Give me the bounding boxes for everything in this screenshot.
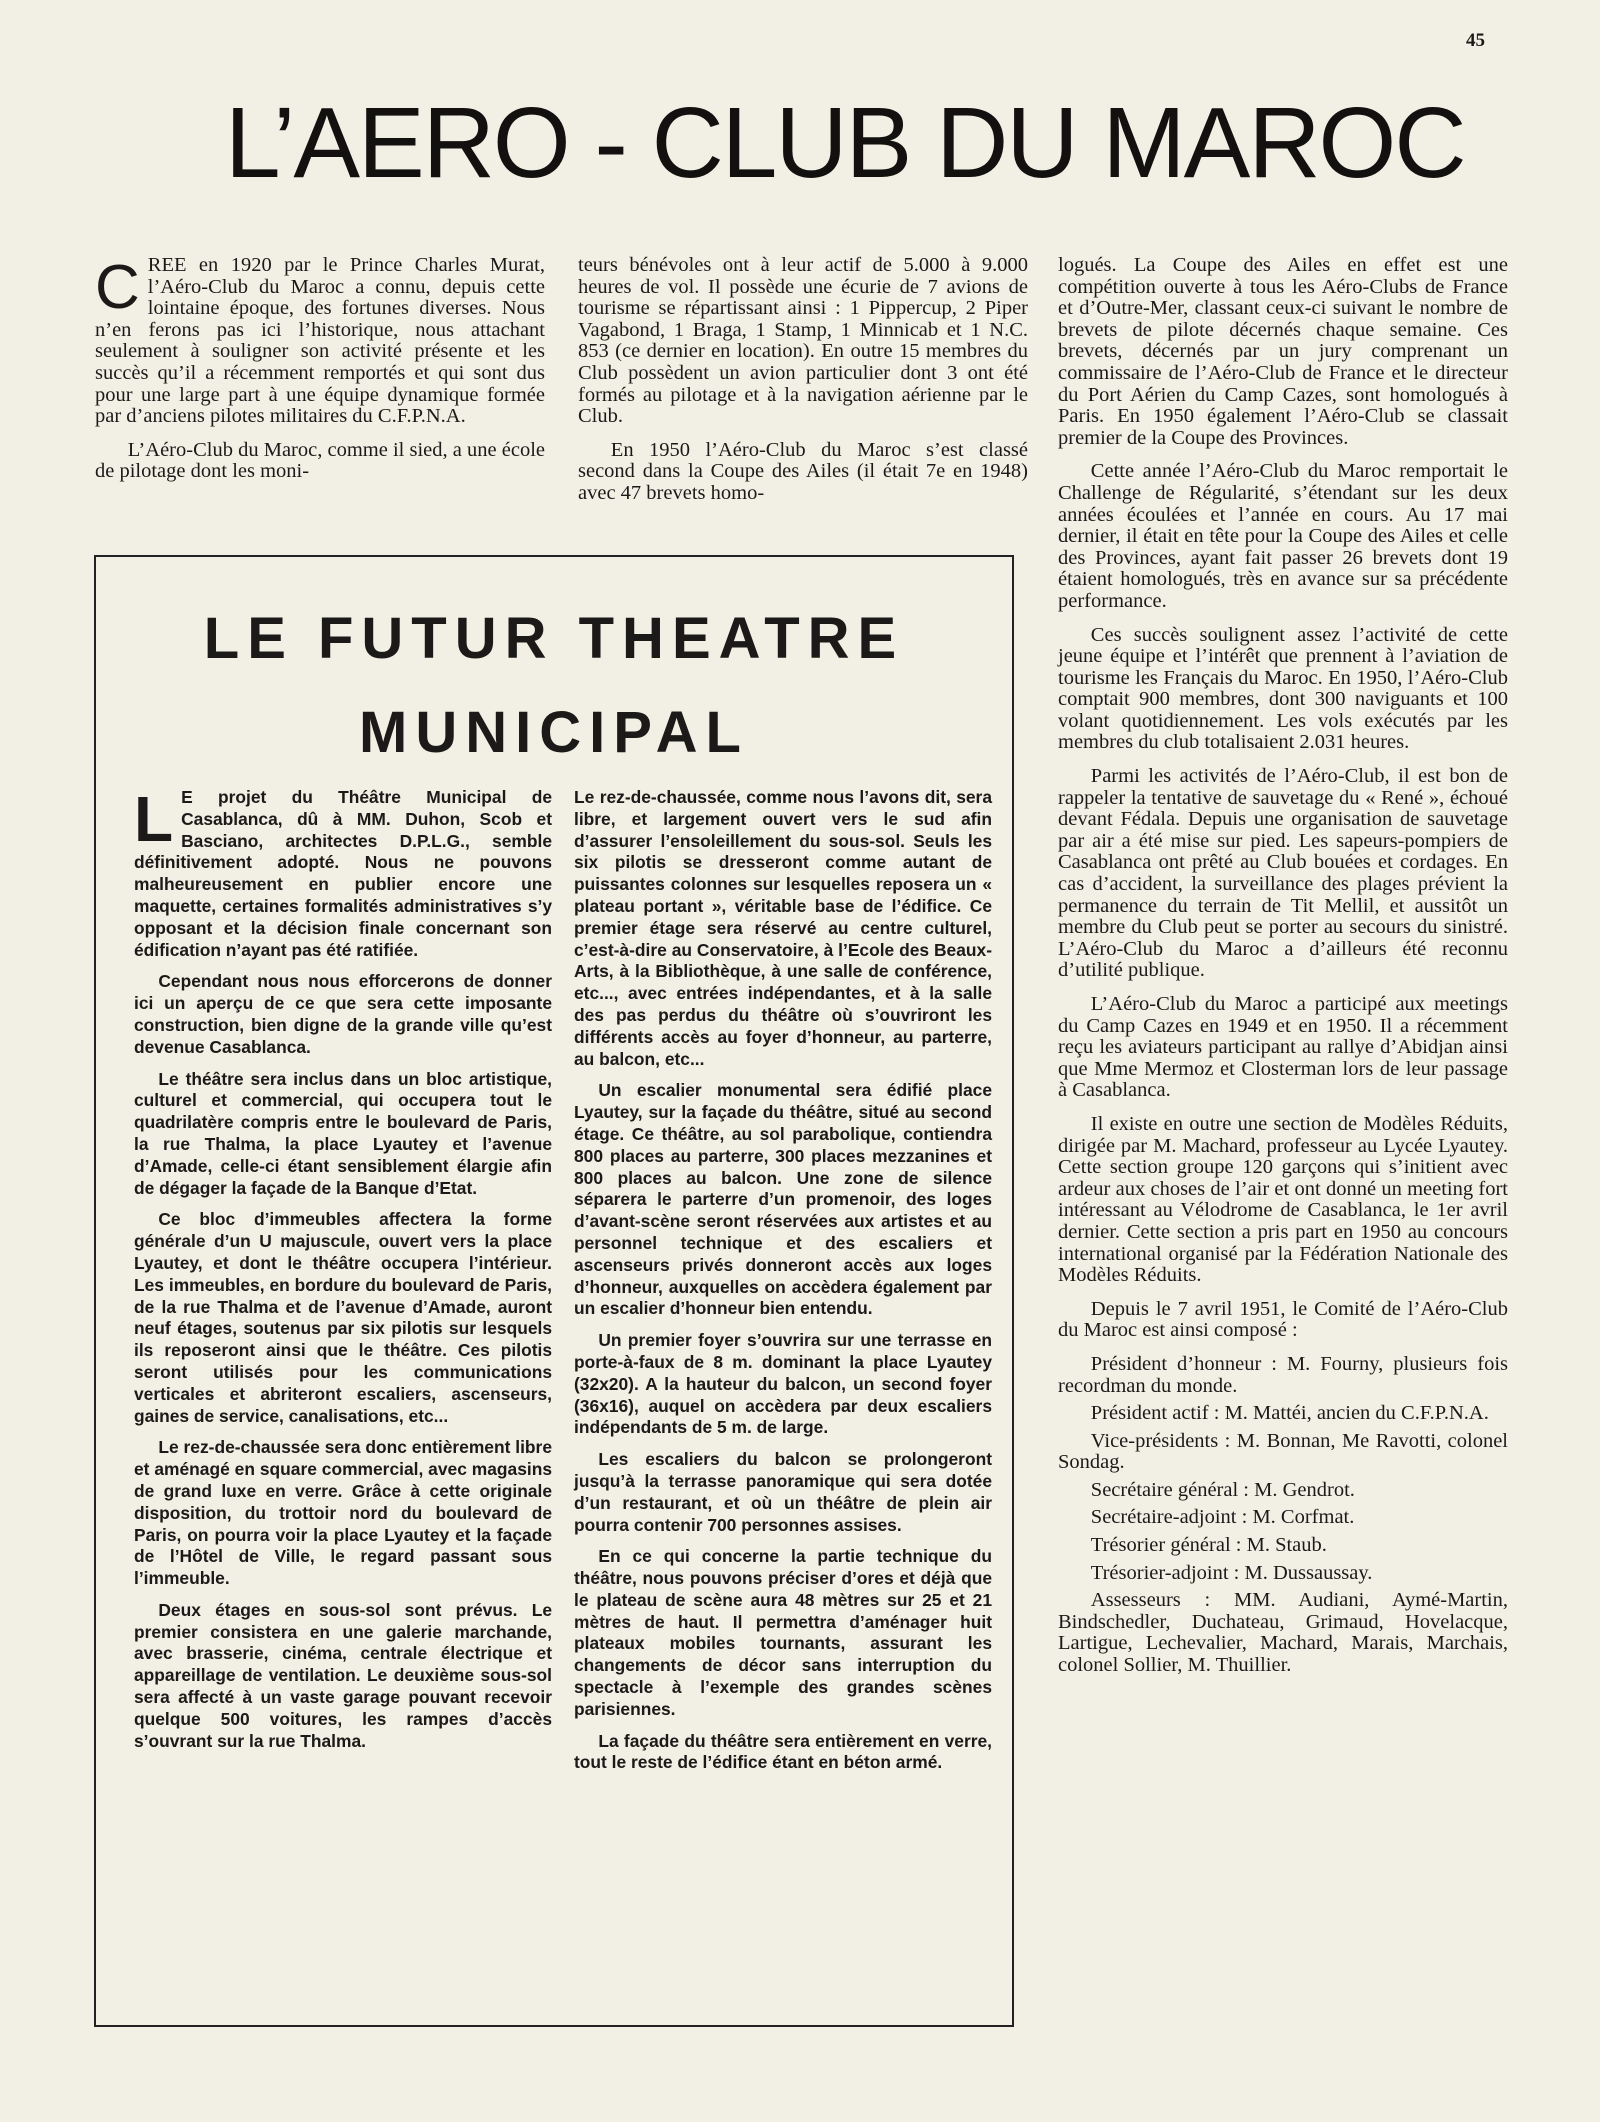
article-column-2 xyxy=(578,255,1028,517)
theatre-paragraph: Les escaliers du balcon se prolongeront jusqu’à la terrasse panoramique qui sera dotée d’un restaurant, et où un théâtre de plein air pourra contenir 700 personnes assises. xyxy=(574,1449,992,1535)
theatre-title-line2: MUNICIPAL xyxy=(359,700,749,765)
committee-member: Président d’honneur : M. Fourny, plusieurs fois recordman du monde. xyxy=(1058,1352,1508,1397)
committee-member: Assesseurs : MM. Audiani, Aymé-Martin, Bindschedler, Duchateau, Grimaud, Hovelacque, Lartigue, Lechevalier, Machard, Marais, Marchais, colonel Sollier, M. Thuillier. xyxy=(1058,1589,1508,1677)
committee-member: Vice-présidents : M. Bonnan, Me Ravotti, colonel Sondag. xyxy=(1058,1429,1508,1474)
theatre-paragraph: En ce qui concerne la partie technique du théâtre, nous pouvons préciser d’ores et déjà que le plateau de scène aura 48 mètres sur 25 et 21 mètres de haut. Il permettra d’aménager huit plateaux mobiles tournants, assurant les changements de décor sans interruption du spectacle à l’exemple des grandes scènes parisiennes. xyxy=(574,1546,992,1719)
article-paragraph: logués. La Coupe des Ailes en effet est une compétition ouverte à tous les Aéro-Clubs de France et d’Outre-Mer, classant ceux-ci suivant le nombre de brevets de pilote décernés chaque semaine. Ces brevets, décernés par un jury comprenant un commissaire de l’Aéro-Club de France et le directeur du Port Aérien du Camp Cazes, sont homologués à Paris. En 1950 également l’Aéro-Club se classait premier de la Coupe des Provinces. xyxy=(1058,254,1508,449)
theatre-title-line1: LE FUTUR THEATRE xyxy=(203,606,905,671)
theatre-paragraph: L E projet du Théâtre Municipal de Casablanca, dû à MM. Duhon, Scob et Basciano, architectes D.P.L.G., semble définitivement adopté. Nous ne pouvons malheureusement en publier encore une maquette, certaines formalités administratives s’y opposant et la décision finale concernant son édification n’ayant pas été ratifiée. xyxy=(134,783,552,960)
committee-member: Secrétaire-adjoint : M. Corfmat. xyxy=(1090,1506,1355,1529)
article-paragraph: En 1950 l’Aéro-Club du Maroc s’est classé second dans la Coupe des Ailes (il était 7e en 1948) avec 47 brevets homo- xyxy=(578,438,1028,504)
article-paragraph: L’Aéro-Club du Maroc a participé aux meetings du Camp Cazes en 1949 et en 1950. Il a récemment reçu les aviateurs participant au rallye d’Abidjan ainsi que Mme Mermoz et Closterman lors de leur passage à Casablanca. xyxy=(1058,993,1508,1102)
article-paragraph: Parmi les activités de l’Aéro-Club, il est bon de rappeler la tentative de sauvetage du « René », échoué devant Fédala. Depuis une organisation de sauvetage par air a été mise sur pied. Les sapeurs-pompiers de Casablanca ont prêté au Club bouées et cordages. En cas d’accident, la surveillance des plages prévient la permanence du terrain de Tit Mellil, et aussitôt un membre du Club peut se porter au secours du sinistré. L’Aéro-Club du Maroc a d’ailleurs été reconnu d’utilité publique. xyxy=(1058,765,1508,982)
committee-member: Trésorier-adjoint : M. Dussaussay. xyxy=(1090,1561,1373,1584)
article-paragraph: Il existe en outre une section de Modèles Réduits, dirigée par M. Machard, professeur au Lycée Lyautey. Cette section groupe 120 garçons qui s’initient avec ardeur aux choses de l’air et ont donné un meeting fort intéressant au Vélodrome de Casablanca, le 1er avril dernier. Cette section a pris part en 1950 au concours international organisé par la Fédération Nationale des Modèles Réduits. xyxy=(1058,1112,1508,1287)
committee-list xyxy=(1058,1354,1508,1677)
theatre-paragraph: Cependant nous nous efforcerons de donner ici un aperçu de ce que sera cette imposante construction, bien digne de la grande ville qu’est devenue Casablanca. xyxy=(134,971,552,1057)
article-paragraph: Cette année l’Aéro-Club du Maroc remportait le Challenge de Régularité, s’étendant sur les deux années écoulées et l’année en cours. Au 17 mai dernier, il était en tête pour la Coupe des Ailes et celle des Provinces, ayant fait passer 26 brevets dont 19 étaient homologués, très en avance sur sa précédente performance. xyxy=(1058,460,1508,612)
theatre-paragraph: Le rez-de-chaussée, comme nous l’avons dit, sera libre, et largement ouvert vers le sud afin d’assurer l’ensoleillement du sous-sol. Seuls les six pilotis se dresseront comme autant de puissantes colonnes sur lesquelles reposera un « plateau portant », véritable base de l’édifice. Ce premier étage sera réservé au centre culturel, c’est-à-dire au Conservatoire, à l’Ecole des Beaux-Arts, à la Bibliothèque, à une salle de conférence, etc..., avec entrées indépendantes, et à la salle des pas perdus du théâtre où s’ouvriront les différents accès au foyer d’honneur, au parterre, au balcon, etc... xyxy=(574,787,992,1069)
theatre-paragraph: Le rez-de-chaussée sera donc entièrement libre et aménagé en square commercial, avec magasins de grand luxe en verre. Grâce à cette originale disposition, du trottoir nord du boulevard de Paris, on pourra voir la place Lyautey et la façade de l’Hôtel de Ville, le regard passant sous l’immeuble. xyxy=(134,1437,552,1589)
dropcap-c: C xyxy=(95,253,140,322)
theatre-paragraph: Deux étages en sous-sol sont prévus. Le premier consistera en une galerie marchande, avec brasserie, cinéma, centrale électrique et appareillage de ventilation. Le deuxième sous-sol sera affecté à un vaste garage pouvant recevoir quelque 500 voitures, les rampes d’accès s’ouvrant sur la rue Thalma. xyxy=(134,1599,552,1751)
theatre-paragraph: Un premier foyer s’ouvrira sur une terrasse en porte-à-faux de 8 m. dominant la place Lyautey (32x20). A la hauteur du balcon, un second foyer (36x16), auquel on accèdera par deux escaliers indépendants de 5 m. de large. xyxy=(574,1330,992,1438)
dropcap-l: L xyxy=(134,783,174,855)
article-paragraph: Ces succès soulignent assez l’activité de cette jeune équipe et l’intérêt que prennent à l’aviation de tourisme les Français du Maroc. En 1950, l’Aéro-Club comptait 900 membres, dont 300 naviguants et 100 volant quotidiennement. Les vols exécutés par les membres du club totalisaient 2.031 heures. xyxy=(1058,623,1508,754)
article-paragraph: L’Aéro-Club du Maroc, comme il sied, a une école de pilotage dont les moni- xyxy=(95,438,545,483)
page-title: L’AERO - CLUB DU MAROC xyxy=(225,87,1465,199)
theatre-article-box xyxy=(94,555,1014,2027)
article-column-3 xyxy=(1058,255,1508,1683)
theatre-paragraph: La façade du théâtre sera entièrement en verre, tout le reste de l’édifice étant en béton armé. xyxy=(574,1730,992,1773)
theatre-title xyxy=(96,592,1012,780)
committee-member: Trésorier général : M. Staub. xyxy=(1090,1534,1327,1557)
committee-member: Secrétaire général : M. Gendrot. xyxy=(1090,1478,1355,1501)
article-paragraph: Depuis le 7 avril 1951, le Comité de l’Aéro-Club du Maroc est ainsi composé : xyxy=(1058,1297,1508,1342)
article-paragraph: teurs bénévoles ont à leur actif de 5.000 à 9.000 heures de vol. Il possède une écurie de 7 avions de tourisme se répartissant ainsi : 1 Pippercup, 2 Piper Vagabond, 1 Braga, 1 Stamp, 1 Minnicab et 1 N.C. 853 (ce dernier en location). En outre 15 membres du Club possèdent un avion particulier dont 3 ont été formés au pilotage et à la navigation aérienne par le Club. xyxy=(578,254,1028,428)
theatre-column-1 xyxy=(134,783,552,1762)
article-column-1 xyxy=(95,255,545,495)
theatre-paragraph: Le théâtre sera inclus dans un bloc artistique, culturel et commercial, qui occupera tout le quadrilatère compris entre le boulevard de Paris, la rue Thalma, la place Lyautey et l’avenue d’Amade, celle-ci étant sensiblement élargie afin de dégager la façade de la Banque d’Etat. xyxy=(134,1068,552,1198)
theatre-column-2 xyxy=(574,787,992,1784)
theatre-paragraph: Un escalier monumental sera édifié place Lyautey, sur la façade du théâtre, situé au second étage. Ce théâtre, au sol parabolique, contiendra 800 places au parterre, 300 places mezzanines et 800 places au balcon. Une zone de silence séparera le parterre d’un promenoir, des loges d’avant-scène seront réservées aux artistes et au personnel technique et des escaliers et ascenseurs privés donneront accès aux loges d’honneur, auxquelles on accèdera également par un escalier d’honneur bien entendu. xyxy=(574,1080,992,1319)
page-number: 45 xyxy=(1466,30,1485,51)
committee-member: Président actif : M. Mattéi, ancien du C.F.P.N.A. xyxy=(1090,1402,1489,1425)
theatre-paragraph: Ce bloc d’immeubles affectera la forme générale d’un U majuscule, ouvert vers la place Lyautey, et dont le théâtre occupera l’intérieur. Les immeubles, en bordure du boulevard de Paris, de la rue Thalma et de l’avenue d’Amade, auront neuf étages, soutenus par six pilotis sur lesquels ils reposeront ainsi que le théâtre. Ces pilotis seront utilisés pour les communications verticales et abriteront escaliers, ascenseurs, gaines de service, canalisations, etc... xyxy=(134,1209,552,1426)
article-paragraph: CREE en 1920 par le Prince Charles Murat, l’Aéro-Club du Maroc a connu, depuis cette lointaine époque, des fortunes diverses. Nous n’en ferons pas ici l’historique, nous attachant seulement à souligner son activité présente et les succès qu’il a récemment remportés et qui sont dus pour une large part à une équipe dynamique formée par d’anciens pilotes militaires du C.F.P.N.A. xyxy=(95,253,545,428)
